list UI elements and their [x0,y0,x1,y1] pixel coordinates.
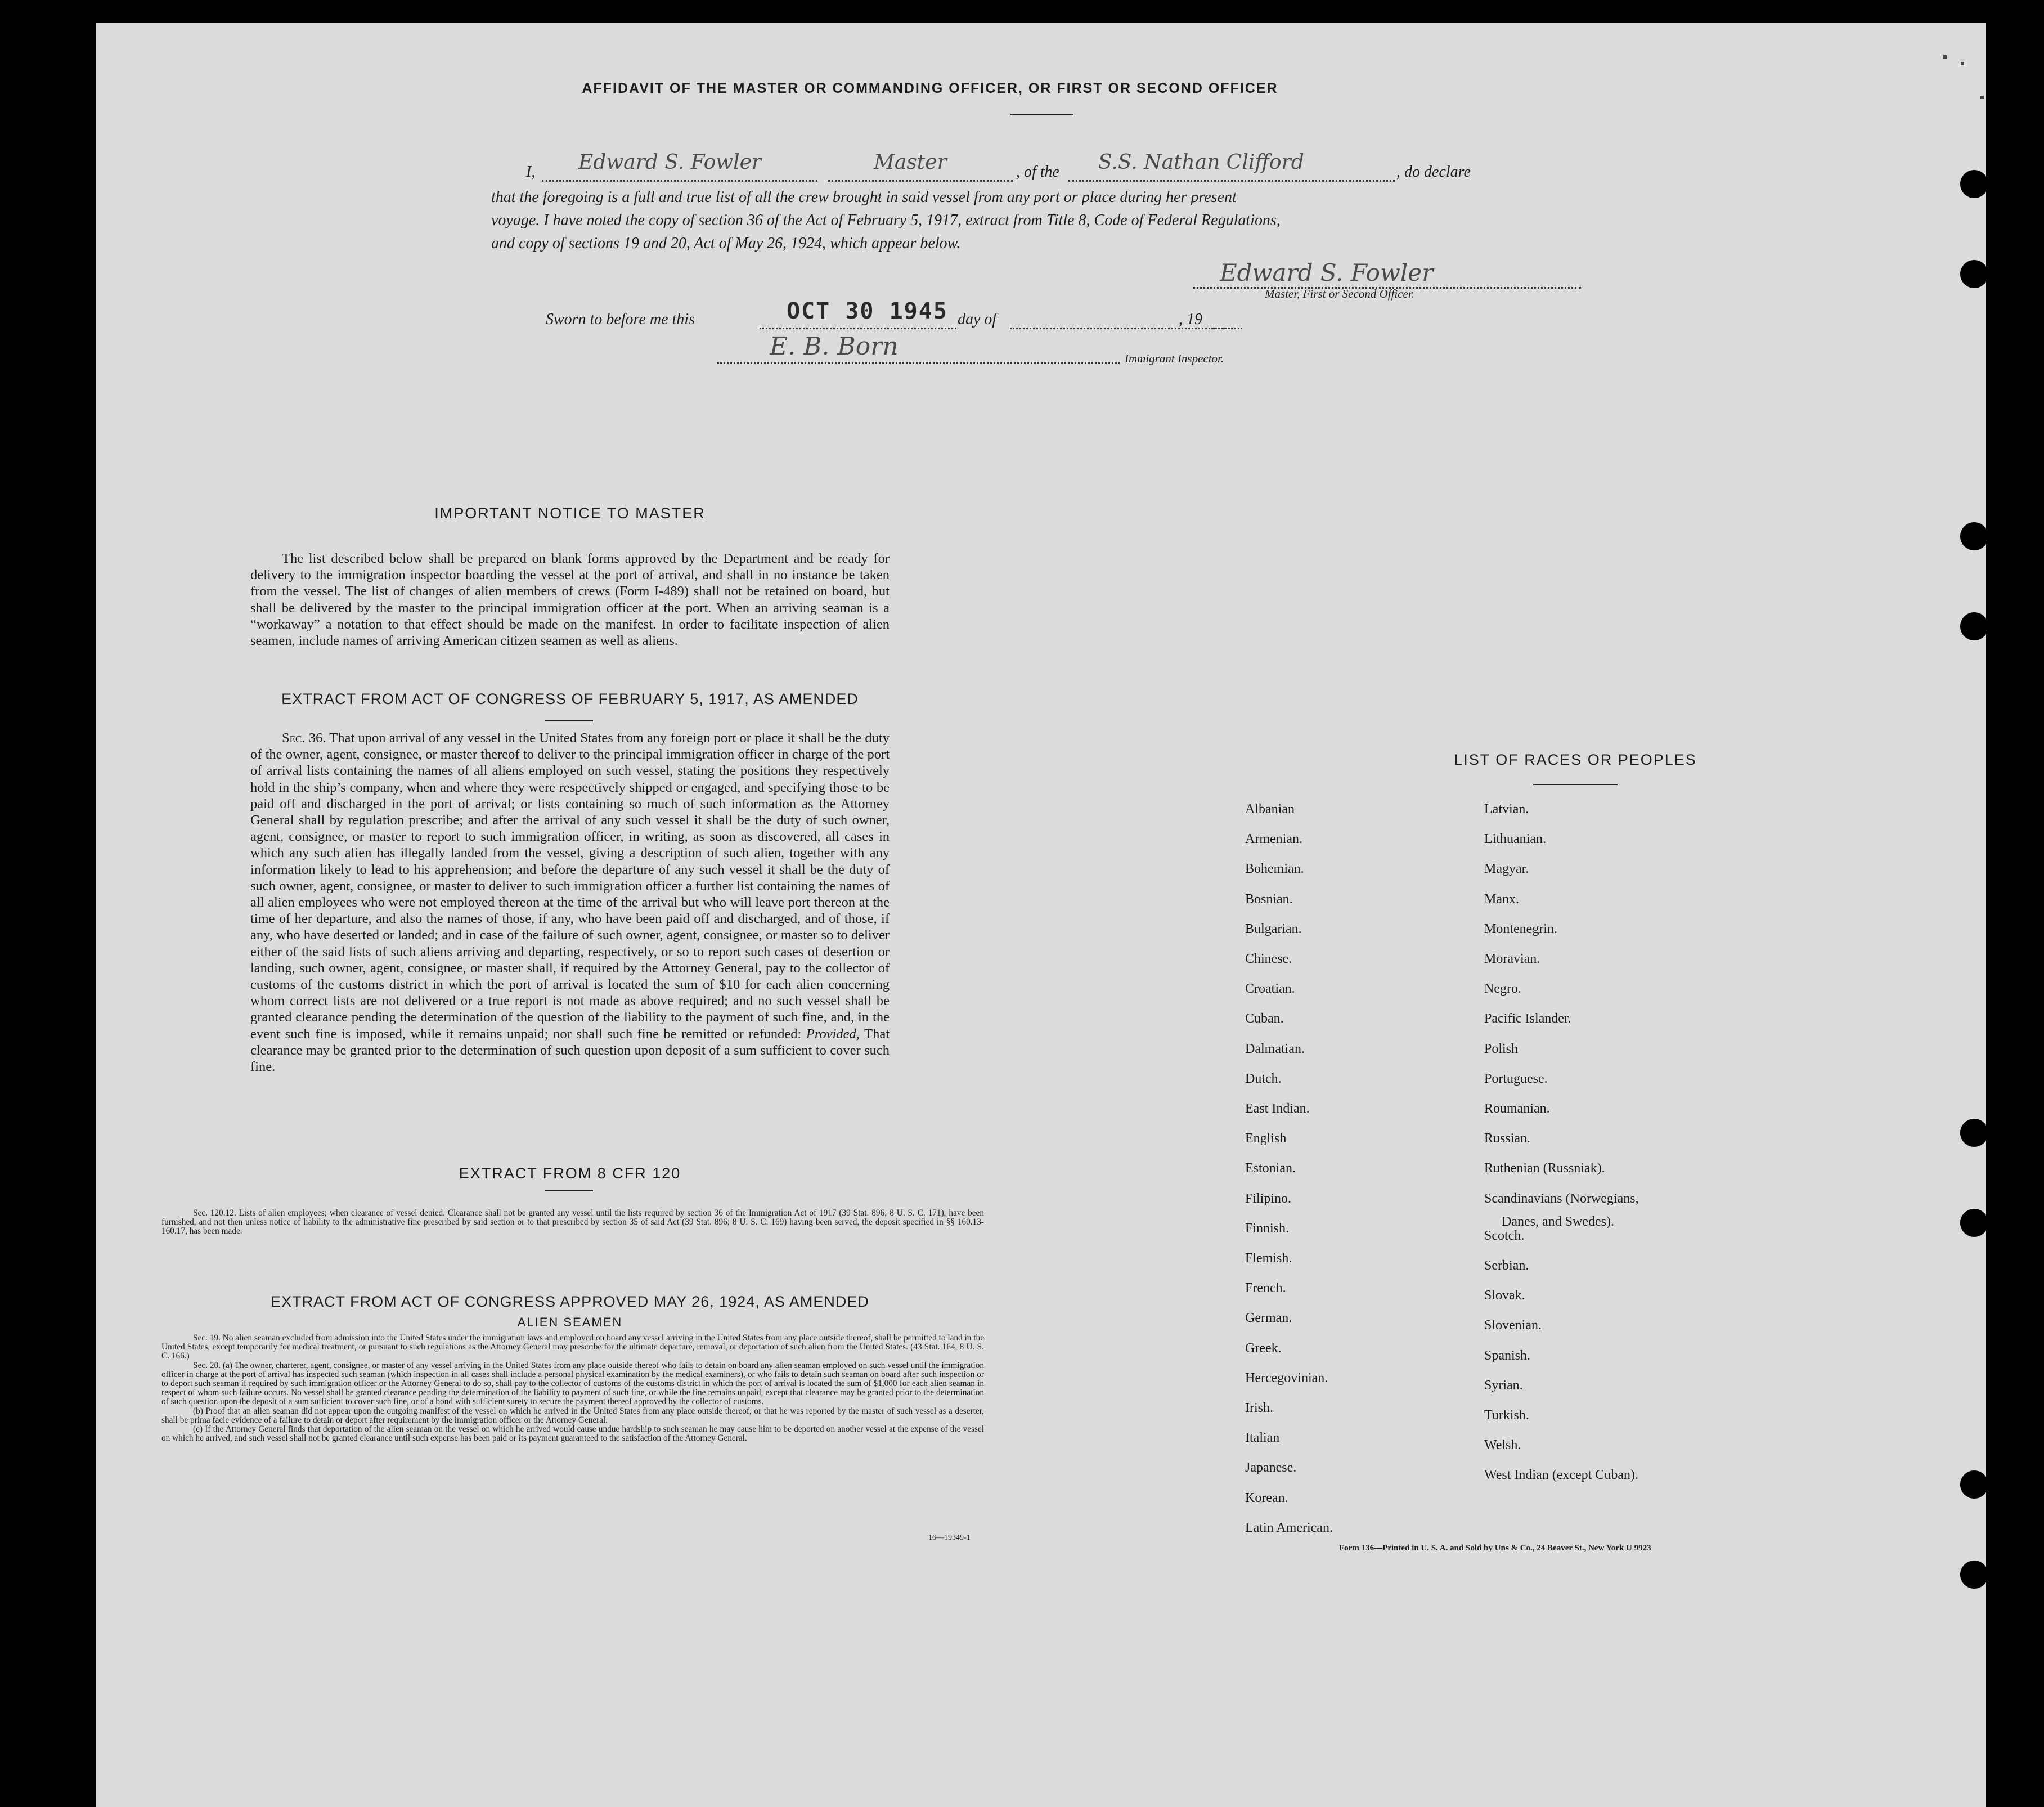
race-item: Turkish. [1484,1408,1529,1423]
race-item: Japanese. [1245,1460,1297,1476]
extract-1917-rule [545,720,593,721]
inspector-line [717,362,1120,364]
race-item: Chinese. [1245,952,1292,966]
sec36-label: Sec. 36. [282,730,326,746]
race-item: Greek. [1245,1340,1282,1356]
race-item: Russian. [1484,1131,1531,1146]
race-item: Flemish. [1245,1251,1292,1266]
printer-footer: Form 136—Printed in U. S. A. and Sold by Uns & Co., 24 Beaver St., New York U 9923 [1339,1544,1651,1553]
of-the-text: , of the [1016,163,1059,181]
race-item: Irish. [1245,1401,1273,1415]
sec36-paragraph [250,730,890,1075]
sworn-line [96,298,1390,339]
document-page [96,23,1986,1807]
race-item: Bohemian. [1245,862,1304,877]
year-prefix: , 19 [1179,311,1202,328]
race-item: Bulgarian. [1245,921,1302,936]
extract-cfr-rule [545,1190,593,1191]
affidavit-title: AFFIDAVIT OF THE MASTER OR COMMANDING OFFICER, OR FIRST OR SECOND OFFICER [582,80,1278,96]
cfr-text-block [161,1209,984,1236]
race-item: Negro. [1484,981,1521,997]
race-item: Scotch. [1484,1228,1525,1243]
sec1924-text-block [161,1334,984,1443]
date-stamp: OCT 30 1945 [787,298,948,324]
sec20c-paragraph: (c) If the Attorney General finds that deportation of the alien seaman on the vessel on which he arrived would cause undue hardship to such seaman he may cause him to be deported on another vessel at the expense of the vessel on which he arrived, and such vessel shall not be granted clearance until such expense has been paid or its payment guaranteed to the satisfaction of the Attorney General. [161,1424,984,1443]
form-code-1924: 16—19349-1 [928,1534,971,1542]
vessel-line [1068,180,1395,182]
punch-hole [1960,1561,1988,1589]
race-item: Armenian. [1245,832,1302,847]
affidavit-title-rule [1010,114,1073,115]
race-item: Estonian. [1245,1161,1296,1176]
ink-speck [1961,62,1964,65]
rank-line [828,180,1013,182]
handwritten-vessel-name: S.S. Nathan Clifford [1098,151,1304,174]
sec36-text-end: That clearance may be granted prior to the determination of such question upon deposit of a sum sufficient to cover such fine. [250,1026,890,1075]
sec36-text: That upon arrival of any vessel in the United States from any foreign port or place it shall be the duty of the owner, agent, consignee, or master thereof to deliver to the principal immigration officer in charge of the port of arrival lists containing the names of all aliens employed on such vessel, stating the positions they respectively hold in the ship’s company, when and where they were respectively shipped or engaged, and specifying those to be paid off and discharged in the port of arrival; or lists containing so much of such information as the Attorney General shall by regulation prescribe; and after the arrival of any such vessel it shall be the duty of such owner, agent, consignee, or master to report to such immigration officer, in writing, as soon as discovered, all cases in which any such alien has illegally landed from the vessel, giving a description of such alien, together with any information likely to lead to his apprehension; and before the departure of any such vessel it shall be the duty of such owner, agent, consignee, or master to deliver to such immigration officer a further list containing the names of all alien employees who were not employed thereon at the time of the arrival but who will leave port thereon at the time of her departure, and also the names of those, if any, who have been paid off and discharged, and of those, if any, who have deserted or landed; and in case of the failure of such owner, agent, consignee, or master so to deliver either of the said lists of such aliens arriving and departing, respectively, or so to report such cases of desertion or landing, such owner, agent, consignee, or master shall, if required by the Attorney General, pay to the collector of customs of the customs district in which the port of arrival is located the sum of $10 for each alien concerning whom correct lists are not delivered or a true report is not made as above required; and no such vessel shall be granted clearance pending the determination of the question of the liability to the payment of such fine, and, in the event such fine is imposed, while it remains unpaid; nor shall such fine be remitted or refunded: [250,730,890,1042]
race-item: Danes, and Swedes). [1502,1214,1614,1229]
handwritten-master-name: Edward S. Fowler [578,151,762,174]
punch-hole [1960,1119,1988,1147]
sworn-prefix: Sworn to before me this [546,311,695,328]
notice-text-block [250,550,890,649]
handwritten-rank: Master [874,151,947,174]
provided-label: Provided, [806,1026,860,1042]
race-item: Syrian. [1484,1378,1523,1393]
name-line [542,180,817,182]
race-item: English [1245,1131,1287,1146]
year-line [1211,328,1242,329]
race-item: Slovak. [1484,1288,1525,1303]
race-item: Korean. [1245,1490,1288,1505]
notice-paragraph: The list described below shall be prepared on blank forms approved by the Department and be ready for delivery to the immigration inspector boarding the vessel at the port of arrival, and shall in no instance be taken from the vessel. The list of changes of alien members of crews (Form I-489) shall not be retained on board, but shall be delivered by the master to the principal immigration officer at the port. When an arriving seaman is a “workaway” a notation to that effect should be made on the manifest. In order to facilitate inspection of alien seamen, include names of arriving American citizen seamen as well as aliens. [250,551,890,649]
race-item: Magyar. [1484,862,1529,877]
affidavit-line4: and copy of sections 19 and 20, Act of May 26, 1924, which appear below. [491,235,961,252]
extract-1917-title: EXTRACT FROM ACT OF CONGRESS OF FEBRUARY 5, 1917, AS AMENDED [281,690,859,707]
master-signature: Edward S. Fowler [1220,259,1434,286]
punch-hole [1960,522,1988,550]
inspector-caption: Immigrant Inspector. [1125,352,1224,365]
race-item: Cuban. [1245,1011,1284,1026]
notice-title: IMPORTANT NOTICE TO MASTER [434,505,706,522]
race-item: Croatian. [1245,981,1295,997]
punch-hole [1960,170,1988,198]
race-item: Ruthenian (Russniak). [1484,1161,1605,1176]
affidavit-line3: voyage. I have noted the copy of section 36 of the Act of February 5, 1917, extract from Title 8, Code of Federal Regulations, [491,212,1281,229]
punch-hole [1960,1209,1988,1237]
race-item: French. [1245,1281,1286,1296]
do-declare-text: , do declare [1396,163,1471,181]
race-item: Hercegovinian. [1245,1370,1328,1385]
extract-cfr-title: EXTRACT FROM 8 CFR 120 [459,1165,681,1182]
race-item: Finnish. [1245,1221,1290,1236]
sec20a-paragraph: Sec. 20. (a) The owner, charterer, agent, consignee, or master of any vessel arriving in the United States from any place outside thereof who fails to detain on board any alien seaman employed on such vessel until the immigration officer in charge at the port of arrival has inspected such seaman (which inspection in all cases shall include a personal physical examination by the medical examiners), or who fails to detain such seaman on board after such inspection or to deport such seaman if required by such immigration officer or the Attorney General to do so, shall pay to the collector of customs of the customs district in which the port of arrival is located the sum of $1,000 for each alien seaman in respect of whom such failure occurs. No vessel shall be granted clearance pending the determination of the liability to payment of such fine, or while the fine remains unpaid, except that clearance may be granted prior to the determination of such question upon the deposit of a sum sufficient to cover such fine, or of a bond with sufficient surety to secure the payment thereof approved by the collector of customs. [161,1360,984,1407]
race-item: Pacific Islander. [1484,1011,1571,1026]
alien-seamen-subtitle: ALIEN SEAMEN [517,1315,623,1329]
race-item: Dalmatian. [1245,1041,1305,1056]
race-item: Portuguese. [1484,1071,1548,1086]
race-item: Albanian [1245,802,1295,817]
race-item: Lithuanian. [1484,832,1546,847]
punch-hole [1960,260,1988,288]
race-item: Montenegrin. [1484,921,1557,936]
race-item: Filipino. [1245,1191,1292,1206]
race-item: Spanish. [1484,1348,1531,1363]
races-title-rule [1533,784,1618,785]
day-of-text: day of [958,311,997,328]
race-item: Dutch. [1245,1071,1282,1086]
punch-hole [1960,1470,1988,1499]
race-item: Roumanian. [1484,1101,1550,1116]
races-title: LIST OF RACES OR PEOPLES [1454,751,1697,768]
race-item: Slovenian. [1484,1318,1542,1333]
race-item: East Indian. [1245,1101,1310,1116]
race-item: Scandinavians (Norwegians, [1484,1191,1639,1206]
race-item: Latvian. [1484,802,1529,817]
race-item: Moravian. [1484,952,1540,966]
affidavit-i: I, [526,163,536,181]
sec36-text-block [250,730,890,1075]
cfr-paragraph: Sec. 120.12. Lists of alien employees; when clearance of vessel denied. Clearance shall not be granted any vessel until the lists required by section 36 of the Immigration Act of 1917 (39 Stat. 896; 8 U. S. C. 171), have been furnished, and not then unless notice of liability to the administrative fine prescribed by said section or to that prescribed by section 35 of said Act (39 Stat. 896; 8 U. S. C. 169) having been served, the deposit specified in §§ 160.13-160.17, has been made. [161,1208,984,1236]
punch-hole [1960,612,1988,640]
race-item: Polish [1484,1041,1519,1056]
race-item: German. [1245,1311,1292,1326]
ink-speck [1980,96,1984,99]
officer-caption: Master, First or Second Officer. [1265,287,1414,301]
race-item: Bosnian. [1245,891,1293,907]
race-item: West Indian (except Cuban). [1484,1468,1638,1483]
extract-1924-title: EXTRACT FROM ACT OF CONGRESS APPROVED MAY 26, 1924, AS AMENDED [271,1293,869,1310]
sworn-day-line [760,328,956,329]
affidavit-line1 [96,151,1558,186]
race-item: Manx. [1484,891,1519,907]
race-item: Serbian. [1484,1258,1529,1273]
sec19-paragraph: Sec. 19. No alien seaman excluded from admission into the United States under the immigration laws and employed on board any vessel arriving in the United States from any place outside thereof, shall be permitted to land in the United States, except temporarily for medical treatment, or pursuant to such regulations as the Attorney General may prescribe for the ultimate departure, removal, or deportation of such alien from the United States. (43 Stat. 164, 8 U. S. C. 166.) [161,1333,984,1361]
race-item: Latin American. [1245,1520,1333,1535]
ink-speck [1943,55,1947,59]
race-item: Italian [1245,1431,1280,1446]
affidavit-line2: that the foregoing is a full and true list of all the crew brought in said vessel from any port or place during her present [491,189,1237,206]
sec20b-paragraph: (b) Proof that an alien seaman did not appear upon the outgoing manifest of the vessel on which he arrived in the United States from any place outside thereof, or that he was reported by the master of such vessel as a deserter, shall be prima facie evidence of a failure to detain or deport after requirement by the immigration officer or the Attorney General. [161,1406,984,1425]
race-item: Welsh. [1484,1438,1521,1453]
inspector-signature: E. B. Born [770,332,899,361]
